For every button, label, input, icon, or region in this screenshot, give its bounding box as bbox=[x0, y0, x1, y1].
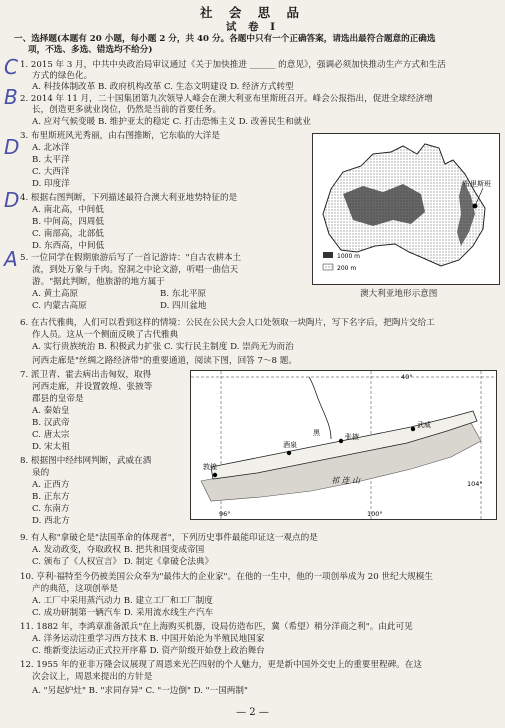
q1-options: A. 科技体制改革 B. 政府机构改革 C. 生态文明建设 D. 经济方式转型 bbox=[32, 82, 294, 92]
australia-terrain-map bbox=[312, 133, 500, 285]
q6-stem-2: 作人员。这从一个侧面反映了古代雅典 bbox=[32, 330, 179, 340]
section-instructions-2: 项，不选、多选、错选均不给分) bbox=[28, 45, 153, 55]
q7-stem-3: 郡县的皇帝是 bbox=[32, 394, 84, 404]
brisbane-label: 布里斯班 bbox=[463, 180, 491, 188]
q2-options: A. 应对气候变暖 B. 维护亚太的稳定 C. 打击恐怖主义 D. 改善民生和就业 bbox=[32, 117, 311, 127]
q5-option-a: A. 黄土高原 bbox=[32, 289, 79, 299]
q12-stem-2: 次会议上，周恩来提出的方针是 bbox=[32, 672, 153, 682]
lon-100-label: 100° bbox=[367, 510, 383, 518]
zhangye-label: 张掖 bbox=[345, 433, 359, 441]
q5-stem-2: 流，到处万象与千肉。窑洞之中论文游，听唱一曲信天 bbox=[32, 265, 239, 275]
handwritten-answer-3: D bbox=[4, 135, 20, 159]
q2-stem-1: 2. 2014 年 11 月，二十国集团第九次领导人峰会在澳大利亚布里斯班召开。峰会公报指出，促进全球经济增 bbox=[20, 94, 433, 104]
q10-stem-1: 10. 亨利·福特至今仍被美国公众奉为"最伟大的企业家"。在他的一生中，他的一项创举成为 20 世纪大规模生 bbox=[20, 572, 433, 582]
q9-options-ab: A. 发动政变，夺取政权 B. 把共和国变成帝国 bbox=[32, 545, 205, 555]
q9-stem: 9. 有人称"拿破仑是"法国革命的体现者"，下列历史事件最能印证这一观点的是 bbox=[20, 533, 318, 543]
q10-stem-2: 产的典范，这项创举是 bbox=[32, 584, 118, 594]
handwritten-answer-2: B bbox=[4, 85, 18, 109]
legend-swatch-1000 bbox=[323, 252, 333, 258]
q1-stem-1: 1. 2015 年 3 月，中共中央政治局审议通过《关于加快推进 ______ 的意见》，强调必须加快推动生产方式和生活 bbox=[20, 60, 446, 70]
paper-subtitle: 试 卷 Ⅰ bbox=[225, 21, 280, 33]
hexi-corridor-map bbox=[190, 370, 497, 520]
jiuquan-label: 酒泉 bbox=[283, 441, 297, 449]
handwritten-answer-4: D bbox=[4, 188, 20, 212]
q5-option-c: C. 内蒙古高原 bbox=[32, 301, 87, 311]
q8-option-c: C. 东南方 bbox=[32, 504, 70, 514]
q8-option-d: D. 西北方 bbox=[32, 516, 70, 526]
q4-option-c: C. 南部高，北部低 bbox=[32, 229, 104, 239]
jiuquan-marker bbox=[287, 451, 291, 455]
wuwei-marker bbox=[411, 427, 415, 431]
legend-1000-label: 1000 m bbox=[337, 253, 361, 260]
q7-option-c: C. 唐太宗 bbox=[32, 430, 70, 440]
zhangye-marker bbox=[339, 439, 343, 443]
q3-option-a: A. 北冰洋 bbox=[32, 143, 70, 153]
q5-stem-3: 游。"据此判断，他旅游的地方属于 bbox=[32, 277, 165, 287]
q4-option-a: A. 南北高，中间低 bbox=[32, 205, 104, 215]
q12-stem-1: 12. 1955 年的亚非万隆会议展现了周恩来光芒四射的个人魅力，更是新中国外交史上的重要里程碑。在这 bbox=[20, 660, 422, 670]
q7-stem-1: 7. 派卫青、霍去病出击匈奴，取得 bbox=[20, 370, 152, 380]
map1-caption: 澳大利亚地形示意图 bbox=[360, 289, 438, 299]
q2-stem-2: 长，创造更多就业岗位，仍然是当前的首要任务。 bbox=[32, 105, 222, 115]
q4-option-d: D. 东西高，中间低 bbox=[32, 241, 105, 251]
dunhuang-label: 敦煌 bbox=[203, 463, 217, 471]
q5-option-d: D. 四川盆地 bbox=[160, 301, 207, 311]
q3-option-c: C. 大西洋 bbox=[32, 167, 70, 177]
q8-option-a: A. 正西方 bbox=[32, 480, 70, 490]
wuwei-label: 武威 bbox=[417, 421, 431, 429]
q12-options: A. "另起炉灶" B. "求同存异" C. "一边倒" D. "一国两制" bbox=[32, 686, 248, 696]
page-number: — 2 — bbox=[236, 707, 269, 718]
legend-200-label: 200 m bbox=[337, 265, 357, 272]
q4-option-b: B. 中间高，四周低 bbox=[32, 217, 104, 227]
q7-8-intro: 河西走廊是"丝绸之路经济带"的重要通道，阅读下图，回答 7～8 题。 bbox=[32, 356, 297, 366]
q8-stem-1: 8. 根据图中经纬网判断，武威在酒 bbox=[20, 456, 152, 466]
qilian-label: 祁 连 山 bbox=[331, 476, 361, 485]
q10-options-cd: C. 成功研制第一辆汽车 D. 采用流水线生产汽车 bbox=[32, 608, 214, 618]
q8-option-b: B. 正东方 bbox=[32, 492, 70, 502]
lat-40-label: 40° bbox=[401, 373, 413, 381]
q7-option-a: A. 秦始皇 bbox=[32, 406, 70, 416]
q6-options: A. 实行贵族统治 B. 积极武力扩张 C. 实行民主制度 D. 崇尚无为而治 bbox=[32, 342, 294, 352]
q4-stem: 4. 根据右图判断，下列描述最符合澳大利亚地势特征的是 bbox=[20, 193, 238, 203]
dunhuang-marker bbox=[213, 473, 217, 477]
q8-stem-2: 泉的 bbox=[32, 468, 50, 478]
q3-stem: 3. 布里斯班风光秀丽，由右图推断，它东临的大洋是 bbox=[20, 131, 220, 141]
q3-option-b: B. 太平洋 bbox=[32, 155, 70, 165]
handwritten-answer-1: C bbox=[4, 55, 18, 79]
handwritten-answer-5: A bbox=[4, 247, 18, 271]
q9-options-cd: C. 颁布了《人权宣言》 D. 制定《拿破仑法典》 bbox=[32, 557, 214, 567]
q7-option-d: D. 宋太祖 bbox=[32, 442, 70, 452]
q11-stem: 11. 1882 年，李鸿章准备派兵"在上海购买机器，设局仿造布匹，冀（希望）稍分洋商之利"。由此可见 bbox=[20, 622, 413, 632]
heihe-label: 黑 bbox=[313, 429, 320, 437]
q11-options-ab: A. 洋务运动注重学习西方技术 B. 中国开始沦为半殖民地国家 bbox=[32, 634, 265, 644]
q11-options-cd: C. 维新变法运动正式拉开序幕 D. 资产阶级开始登上政治舞台 bbox=[32, 646, 265, 656]
section-instructions-1: 一、选择题(本题有 20 小题，每小题 2 分，共 40 分。各题中只有一个正确答案，请选出最符合题意的正确选 bbox=[14, 34, 436, 44]
q7-option-b: B. 汉武帝 bbox=[32, 418, 70, 428]
q7-stem-2: 河西走廊，并设置敦煌、张掖等 bbox=[32, 382, 153, 392]
page-title: 社 会 思 品 bbox=[199, 5, 306, 20]
q1-stem-2: 方式的绿色化。 bbox=[32, 71, 93, 81]
q5-option-b: B. 东北平原 bbox=[160, 289, 207, 299]
lon-96-label: 96° bbox=[219, 510, 231, 518]
lon-104-label: 104° bbox=[467, 480, 483, 488]
q5-stem-1: 5. 一位同学在假期旅游后写了一首记游诗："自古农耕本土 bbox=[20, 253, 242, 263]
q6-stem-1: 6. 在古代雅典，人们可以看到这样的情境：公民在公民大会人口处领取一块陶片，写下名字后，把陶片交给工 bbox=[20, 318, 435, 328]
q3-option-d: D. 印度洋 bbox=[32, 179, 70, 189]
q10-options-ab: A. 工厂中采用蒸汽动力 B. 建立工厂和工厂制度 bbox=[32, 596, 213, 606]
legend-swatch-200 bbox=[323, 264, 333, 270]
